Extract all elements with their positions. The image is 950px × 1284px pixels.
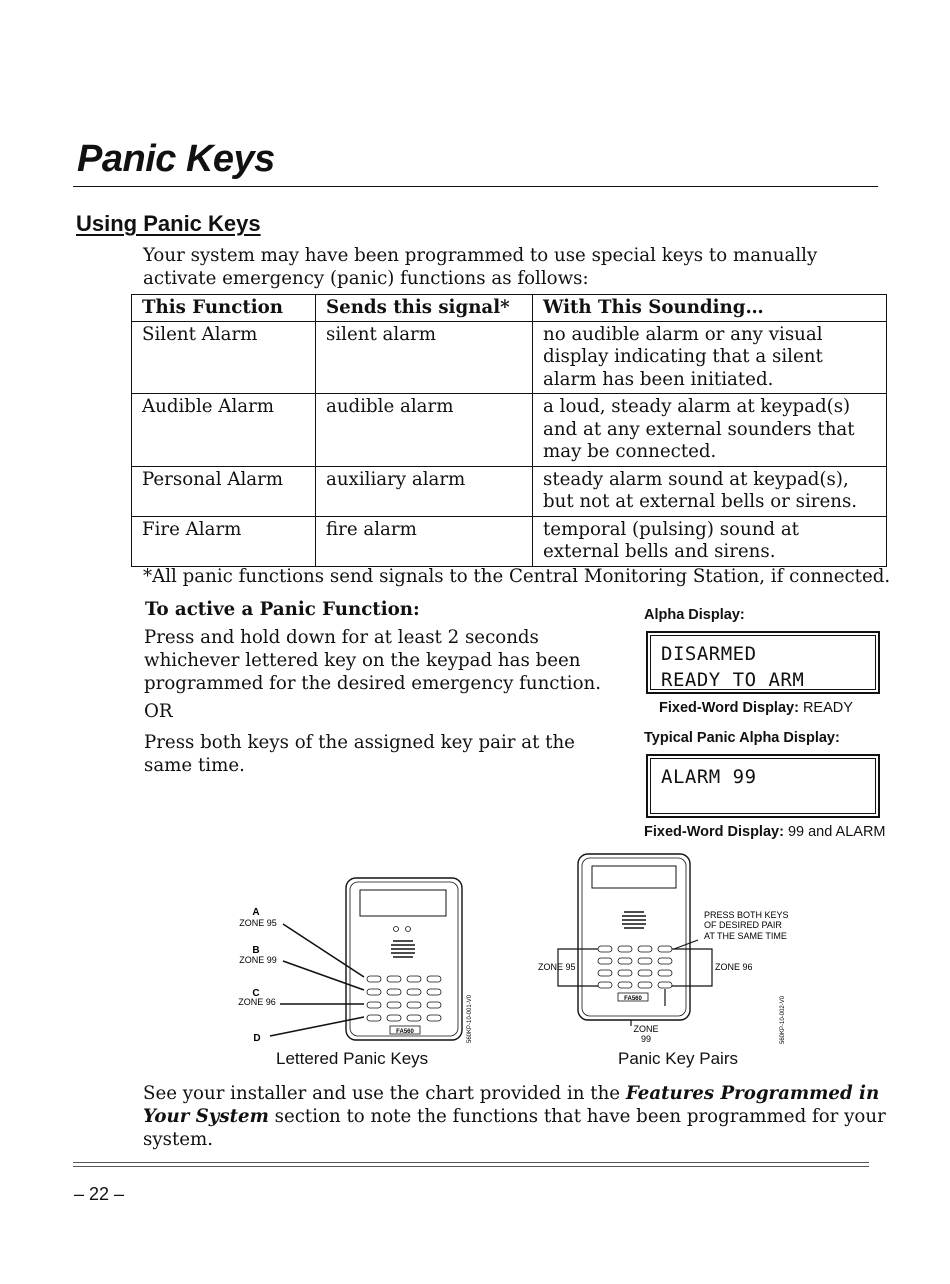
panic-key-pairs-figure	[538, 854, 789, 1044]
table-footnote: *All panic functions send signals to the Central Monitoring Station, if connected.	[143, 566, 891, 587]
panic-display-screen	[650, 758, 876, 814]
table-row	[132, 466, 887, 516]
panic-display-lcd	[646, 754, 880, 818]
label-b: B	[252, 945, 260, 956]
keypad-screen-right	[592, 866, 676, 888]
table-header-row	[132, 295, 887, 322]
table-row	[132, 394, 887, 467]
closing-paragraph	[143, 1082, 893, 1151]
alpha-display-label: Alpha Display:	[644, 607, 745, 623]
cell-function: Fire Alarm	[132, 516, 316, 566]
page-title: Panic Keys	[77, 138, 275, 180]
title-rule	[73, 186, 878, 187]
figure-caption-right: Panic Key Pairs	[618, 1049, 738, 1068]
fixed-word-label: Fixed-Word Display:	[659, 700, 799, 716]
keypad-illustrations	[228, 848, 798, 1048]
footer-rule	[73, 1162, 869, 1163]
panic-fixed-word-display	[644, 824, 886, 840]
header-sounding: With This Sounding…	[533, 295, 887, 322]
label-c: C	[252, 988, 260, 999]
cell-function: Silent Alarm	[132, 321, 316, 394]
footer-rule	[73, 1166, 869, 1167]
howto-paragraph-1: Press and hold down for at least 2 seconds whichever lettered key on the keypad has been programmed for the desired emergency function.	[144, 627, 602, 694]
howto-heading: To active a Panic Function:	[145, 599, 420, 620]
press-both-line-2: OF DESIRED PAIR	[704, 920, 782, 930]
fixed-word-value: READY	[802, 700, 853, 716]
alpha-display-line-2: READY TO ARM	[661, 669, 805, 691]
page-number: – 22 –	[74, 1184, 125, 1204]
cell-function: Audible Alarm	[132, 394, 316, 467]
header-function: This Function	[132, 295, 316, 322]
panic-display-label: Typical Panic Alpha Display:	[644, 730, 840, 746]
label-b-zone: ZONE 99	[239, 955, 277, 965]
keypad-model-right: FA560	[624, 996, 642, 1002]
label-zone-96: ZONE 96	[715, 962, 753, 972]
figure-code-right: 560KP-10-002-V0	[780, 995, 786, 1044]
alpha-display-line-1: DISARMED	[661, 643, 757, 665]
cell-sounding: steady alarm sound at keypad(s), but not at external bells or sirens.	[533, 466, 887, 516]
press-both-line-1: PRESS BOTH KEYS	[704, 910, 789, 920]
cell-signal: silent alarm	[316, 321, 533, 394]
alpha-display-lcd	[646, 631, 880, 694]
keypad-screen-left	[360, 890, 446, 916]
closing-emphasis: Features Programmed in Your System	[143, 1083, 880, 1127]
figure-code-left: 560KP-10-001-V0	[467, 994, 473, 1043]
panic-display-line-1: ALARM 99	[661, 766, 757, 788]
howto-or: OR	[144, 701, 173, 722]
fixed-word-display	[659, 700, 853, 716]
press-both-line-3: AT THE SAME TIME	[704, 931, 787, 941]
cell-sounding: temporal (pulsing) sound at external bells and sirens.	[533, 516, 887, 566]
table-row	[132, 516, 887, 566]
label-zone-95: ZONE 95	[538, 962, 576, 972]
label-zone-99-line-2: 99	[640, 1034, 652, 1044]
label-a-zone: ZONE 95	[239, 918, 277, 928]
figure-caption-left: Lettered Panic Keys	[276, 1049, 429, 1068]
intro-paragraph: Your system may have been programmed to use special keys to manually activate emergency (panic) functions as follows:	[143, 245, 818, 289]
lettered-panic-keys-figure	[238, 878, 473, 1044]
panic-function-table	[131, 294, 887, 567]
panic-fixed-word-label: Fixed-Word Display:	[644, 824, 784, 840]
closing-text-before: See your installer and use the chart provided in the	[143, 1083, 626, 1104]
panic-fixed-word-value: 99 and ALARM	[787, 824, 886, 840]
howto-paragraph-2: Press both keys of the assigned key pair at the same time.	[144, 732, 575, 776]
cell-signal: auxiliary alarm	[316, 466, 533, 516]
table-row	[132, 321, 887, 394]
label-d: D	[253, 1033, 261, 1044]
alpha-display-screen	[650, 635, 876, 690]
label-c-zone: ZONE 96	[238, 997, 276, 1007]
cell-sounding: a loud, steady alarm at keypad(s) and at any external sounders that may be connected.	[533, 394, 887, 467]
cell-function: Personal Alarm	[132, 466, 316, 516]
label-a: A	[252, 907, 260, 918]
closing-text-after: section to note the functions that have been programmed for your system.	[143, 1106, 886, 1150]
header-signal: Sends this signal*	[316, 295, 533, 322]
section-heading: Using Panic Keys	[76, 211, 261, 236]
cell-signal: fire alarm	[316, 516, 533, 566]
label-zone-99-line-1: ZONE	[633, 1024, 659, 1034]
cell-signal: audible alarm	[316, 394, 533, 467]
cell-sounding: no audible alarm or any visual display indicating that a silent alarm has been initiated.	[533, 321, 887, 394]
keypad-model-left: FA560	[396, 1029, 414, 1035]
